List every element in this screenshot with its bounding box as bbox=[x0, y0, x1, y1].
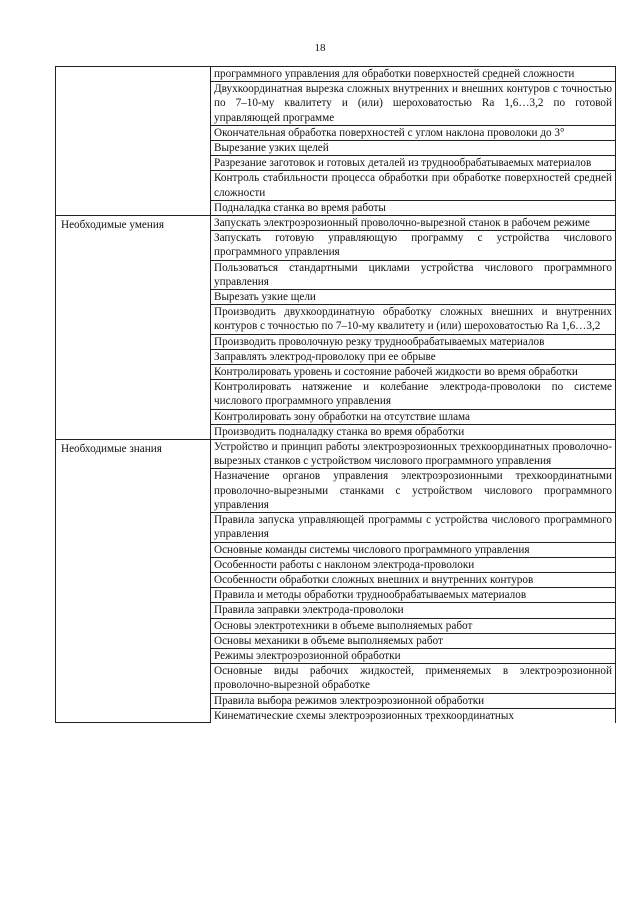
table-row bbox=[56, 67, 616, 82]
table-cell-item: Пользоваться стандартными циклами устройства числового программного управления bbox=[211, 260, 616, 289]
page-number: 18 bbox=[314, 42, 326, 54]
section-required-skills-label: Необходимые умения bbox=[56, 216, 211, 440]
requirements-table-body bbox=[56, 67, 616, 723]
table-cell-item: Назначение органов управления электроэрозионными трехкоординатными проволочно-вырезными станками с устройством числового программного управления bbox=[211, 469, 616, 513]
table-cell-item: Правила выбора режимов электроэрозионной обработки bbox=[211, 693, 616, 708]
section-continued-label bbox=[56, 67, 211, 216]
table-cell-item: Правила запуска управляющей программы с устройства числового программного управления bbox=[211, 513, 616, 542]
table-cell-item: Основные виды рабочих жидкостей, применяемых в электроэрозионной проволочно-вырезной обработке bbox=[211, 664, 616, 693]
table-cell-item: Режимы электроэрозионной обработки bbox=[211, 648, 616, 663]
table-row bbox=[56, 440, 616, 469]
table-row bbox=[56, 216, 616, 231]
table-cell-item: Разрезание заготовок и готовых деталей из труднообрабатываемых материалов bbox=[211, 156, 616, 171]
table-cell-item: Устройство и принцип работы электроэрозионных трехкоординатных проволочно-вырезных станков с устройством числового программного управления bbox=[211, 440, 616, 469]
table-cell-item: Основы механики в объеме выполняемых работ bbox=[211, 633, 616, 648]
table-cell-item: Правила и методы обработки труднообрабатываемых материалов bbox=[211, 588, 616, 603]
table-cell-item: Основные команды системы числового программного управления bbox=[211, 542, 616, 557]
table-cell-item: Вырезание узких щелей bbox=[211, 141, 616, 156]
table-cell-item: Особенности работы с наклоном электрода-проволоки bbox=[211, 557, 616, 572]
table-cell-item: Производить подналадку станка во время обработки bbox=[211, 424, 616, 439]
table-cell-item: Контролировать натяжение и колебание электрода-проволоки по системе числового программного управления bbox=[211, 380, 616, 409]
table-cell-item: Окончательная обработка поверхностей с углом наклона проволоки до 3° bbox=[211, 125, 616, 140]
table-cell-item: программного управления для обработки поверхностей средней сложности bbox=[211, 67, 616, 82]
table-cell-item: Кинематические схемы электроэрозионных трехкоординатных bbox=[211, 708, 616, 723]
section-required-knowledge-label: Необходимые знания bbox=[56, 440, 211, 723]
table-cell-item: Контроль стабильности процесса обработки при обработке поверхностей средней сложности bbox=[211, 171, 616, 200]
table-cell-item: Контролировать зону обработки на отсутствие шлама bbox=[211, 409, 616, 424]
table-cell-item: Правила заправки электрода-проволоки bbox=[211, 603, 616, 618]
table-cell-item: Запускать электроэрозионный проволочно-вырезной станок в рабочем режиме bbox=[211, 216, 616, 231]
requirements-table bbox=[55, 66, 616, 723]
table-cell-item: Производить проволочную резку труднообрабатываемых материалов bbox=[211, 334, 616, 349]
table-cell-item: Подналадка станка во время работы bbox=[211, 200, 616, 215]
table-cell-item: Заправлять электрод-проволоку при ее обрыве bbox=[211, 349, 616, 364]
table-cell-item: Запускать готовую управляющую программу с устройства числового программного управления bbox=[211, 231, 616, 260]
table-cell-item: Основы электротехники в объеме выполняемых работ bbox=[211, 618, 616, 633]
table-cell-item: Двухкоординатная вырезка сложных внутренних и внешних контуров с точностью по 7–10-му квалитету и (или) шероховатостью Ra 1,6…3,2 по готовой управляющей программе bbox=[211, 82, 616, 126]
table-cell-item: Контролировать уровень и состояние рабочей жидкости во время обработки bbox=[211, 365, 616, 380]
table-cell-item: Вырезать узкие щели bbox=[211, 290, 616, 305]
table-cell-item: Производить двухкоординатную обработку сложных внешних и внутренних контуров с точностью по 7–10-му квалитету и (или) шероховатостью Ra 1,6…3,2 bbox=[211, 305, 616, 334]
table-cell-item: Особенности обработки сложных внешних и внутренних контуров bbox=[211, 572, 616, 587]
